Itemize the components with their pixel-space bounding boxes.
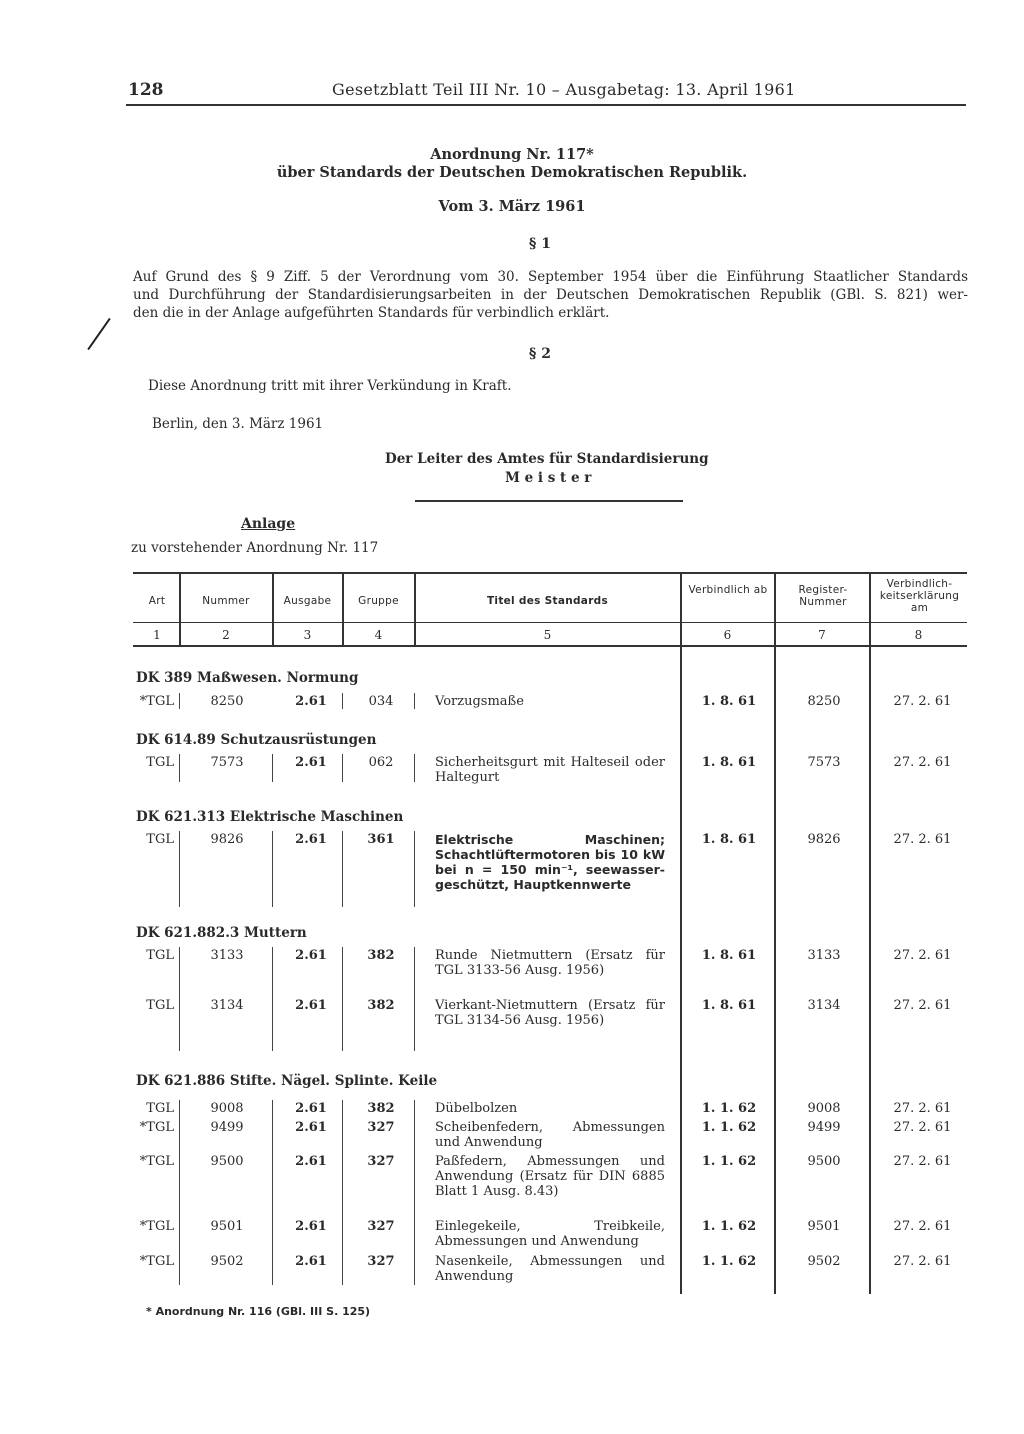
cell-ausgabe: 2.61 [295, 832, 327, 847]
row-bar [414, 693, 415, 709]
cell-art: TGL [146, 1101, 174, 1116]
running-header: Gesetzblatt Teil III Nr. 10 – Ausgabetag: 13. April 1961 [332, 80, 796, 99]
colnum-5: 5 [543, 628, 552, 642]
cell-nummer: 9499 [210, 1120, 244, 1135]
cell-art: *TGL [139, 1254, 174, 1269]
cell-nummer: 3134 [210, 998, 244, 1013]
cell-art: TGL [146, 948, 174, 963]
cell-nummer: 7573 [210, 755, 244, 770]
row-bar [342, 754, 343, 782]
cell-titel: Sicherheitsgurt mit Halteseil oder Haltegurt [435, 755, 665, 785]
cell-verbindlichkeit: 27. 2. 61 [893, 1254, 952, 1269]
cell-ausgabe: 2.61 [295, 1219, 327, 1234]
cell-ausgabe: 2.61 [295, 1120, 327, 1135]
row-bar [179, 754, 180, 782]
cell-nummer: 3133 [210, 948, 244, 963]
row-bar [414, 1100, 415, 1285]
cell-titel: Runde Nietmuttern (Ersatz für TGL 3133-56 Ausg. 1956) [435, 948, 665, 978]
cell-art: TGL [146, 998, 174, 1013]
cell-ausgabe: 2.61 [295, 755, 327, 770]
doc-title: Anordnung Nr. 117* [430, 146, 594, 163]
row-bar [342, 947, 343, 1051]
cell-verbindlich-ab: 1. 8. 61 [701, 755, 757, 770]
cell-gruppe: 327 [367, 1254, 395, 1269]
cell-gruppe: 327 [367, 1219, 395, 1234]
cell-ausgabe: 2.61 [295, 1154, 327, 1169]
cell-verbindlichkeit: 27. 2. 61 [893, 1154, 952, 1169]
group-heading: DK 389 Maßwesen. Normung [136, 670, 359, 686]
cell-register: 7573 [807, 755, 841, 770]
row-bar [179, 693, 180, 709]
cell-register: 9826 [807, 832, 841, 847]
cell-register: 8250 [807, 694, 841, 709]
cell-ausgabe: 2.61 [295, 1254, 327, 1269]
cell-nummer: 9008 [210, 1101, 244, 1116]
cell-art: TGL [146, 755, 174, 770]
th-register-nummer: Register-Nummer [798, 584, 848, 608]
th-verbindlichkeitserklaerung: Verbindlich-keitserklärung am [879, 578, 960, 614]
th-gruppe: Gruppe [358, 595, 399, 607]
row-bar [272, 831, 273, 907]
cell-register: 3133 [807, 948, 841, 963]
cell-gruppe: 382 [367, 998, 395, 1013]
cell-art: *TGL [139, 1219, 174, 1234]
colnum-2: 2 [222, 628, 230, 642]
page-number: 128 [128, 80, 164, 100]
anlage-subtitle: zu vorstehender Anordnung Nr. 117 [131, 540, 379, 556]
cell-register: 9501 [807, 1219, 841, 1234]
cell-titel: Vierkant-Nietmuttern (Ersatz für TGL 3134-56 Ausg. 1956) [435, 998, 665, 1028]
group-heading: DK 621.882.3 Muttern [136, 925, 307, 941]
cell-nummer: 9502 [210, 1254, 244, 1269]
cell-register: 9008 [807, 1101, 841, 1116]
row-bar [414, 831, 415, 907]
cell-nummer: 8250 [210, 694, 244, 709]
section-1-text [133, 268, 968, 322]
cell-register: 9502 [807, 1254, 841, 1269]
cell-titel: Einlegekeile, Treibkeile, Abmessungen und Anwendung [435, 1219, 665, 1249]
row-bar [342, 693, 343, 709]
col-divider [774, 574, 776, 1294]
cell-gruppe: 382 [367, 948, 395, 963]
cell-gruppe: 327 [367, 1154, 395, 1169]
cell-gruppe: 327 [367, 1120, 395, 1135]
anlage-heading: Anlage [241, 516, 296, 532]
cell-verbindlich-ab: 1. 8. 61 [701, 694, 757, 709]
cell-ausgabe: 2.61 [295, 1101, 327, 1116]
row-bar [272, 1100, 273, 1285]
cell-art: *TGL [139, 694, 174, 709]
cell-gruppe: 062 [368, 755, 394, 770]
cell-register: 9500 [807, 1154, 841, 1169]
cell-verbindlich-ab: 1. 1. 62 [701, 1254, 757, 1269]
cell-titel: Scheibenfedern, Abmessungen und Anwendung [435, 1120, 665, 1150]
colnum-3: 3 [303, 628, 312, 642]
col-divider [869, 574, 871, 1294]
row-bar [414, 754, 415, 782]
colnum-8: 8 [914, 628, 923, 642]
th-ausgabe: Ausgabe [283, 595, 332, 607]
colnum-7: 7 [818, 628, 826, 642]
cell-ausgabe: 2.61 [295, 998, 327, 1013]
cell-verbindlich-ab: 1. 8. 61 [701, 832, 757, 847]
signature-rule [415, 500, 683, 502]
colnum-6: 6 [723, 628, 732, 642]
row-bar [342, 1100, 343, 1285]
table-header-rule [133, 622, 967, 623]
cell-ausgabe: 2.61 [295, 948, 327, 963]
cell-verbindlichkeit: 27. 2. 61 [893, 694, 952, 709]
cell-verbindlichkeit: 27. 2. 61 [893, 1219, 952, 1234]
cell-verbindlichkeit: 27. 2. 61 [893, 948, 952, 963]
cell-titel: Elektrische Maschinen; Schachtlüftermotoren bis 10 kW bei n = 150 min⁻¹, seewasser-geschützt, Hauptkennwerte [435, 832, 665, 892]
header-rule [126, 104, 966, 106]
signer-name: M e i s t e r [505, 470, 592, 486]
para1-line2: und Durchführung der Standardisierungsarbeiten in der Deutschen Demokratischen Republik (GBl. S. 821) wer- [133, 287, 968, 303]
cell-verbindlichkeit: 27. 2. 61 [893, 755, 952, 770]
group-heading: DK 614.89 Schutzausrüstungen [136, 732, 377, 748]
group-heading: DK 621.313 Elektrische Maschinen [136, 809, 404, 825]
footnote: * Anordnung Nr. 116 (GBl. III S. 125) [146, 1305, 371, 1318]
cell-titel: Dübelbolzen [435, 1101, 518, 1116]
cell-gruppe: 034 [368, 694, 394, 709]
signer-title: Der Leiter des Amtes für Standardisierung [385, 451, 709, 467]
section-2-heading: § 2 [529, 346, 551, 362]
place-date: Berlin, den 3. März 1961 [152, 416, 324, 432]
cell-verbindlich-ab: 1. 1. 62 [701, 1120, 757, 1135]
row-bar [272, 947, 273, 1051]
row-bar [179, 947, 180, 1051]
colnum-4: 4 [374, 628, 383, 642]
cell-art: *TGL [139, 1154, 174, 1169]
cell-titel: Nasenkeile, Abmessungen und Anwendung [435, 1254, 665, 1284]
th-nummer: Nummer [202, 595, 250, 607]
row-bar [179, 831, 180, 907]
cell-verbindlichkeit: 27. 2. 61 [893, 832, 952, 847]
row-bar [342, 831, 343, 907]
cell-gruppe: 361 [367, 832, 395, 847]
cell-register: 9499 [807, 1120, 841, 1135]
cell-verbindlich-ab: 1. 8. 61 [701, 998, 757, 1013]
cell-register: 3134 [807, 998, 841, 1013]
para1-line3: den die in der Anlage aufgeführten Standards für verbindlich erklärt. [133, 305, 610, 321]
table-colnum-rule [133, 645, 967, 647]
col-divider [680, 574, 682, 1294]
th-art: Art [148, 595, 166, 607]
cell-verbindlich-ab: 1. 1. 62 [701, 1154, 757, 1169]
group-heading: DK 621.886 Stifte. Nägel. Splinte. Keile [136, 1073, 438, 1089]
table-top-rule [133, 572, 967, 574]
colnum-1: 1 [153, 628, 161, 642]
section-1-heading: § 1 [529, 236, 551, 252]
row-bar [414, 947, 415, 1051]
cell-titel: Vorzugsmaße [435, 694, 524, 709]
cell-verbindlichkeit: 27. 2. 61 [893, 1101, 952, 1116]
cell-art: *TGL [139, 1120, 174, 1135]
cell-verbindlichkeit: 27. 2. 61 [893, 1120, 952, 1135]
row-bar [179, 1100, 180, 1285]
cell-nummer: 9826 [210, 832, 244, 847]
cell-ausgabe: 2.61 [295, 694, 327, 709]
doc-subtitle: über Standards der Deutschen Demokratischen Republik. [276, 164, 748, 181]
cell-verbindlichkeit: 27. 2. 61 [893, 998, 952, 1013]
cell-verbindlich-ab: 1. 8. 61 [701, 948, 757, 963]
cell-verbindlich-ab: 1. 1. 62 [701, 1219, 757, 1234]
cell-nummer: 9500 [210, 1154, 244, 1169]
cell-art: TGL [146, 832, 174, 847]
cell-nummer: 9501 [210, 1219, 244, 1234]
section-2-text: Diese Anordnung tritt mit ihrer Verkündung in Kraft. [148, 378, 512, 394]
row-bar [272, 754, 273, 782]
cell-titel: Paßfedern, Abmessungen und Anwendung (Ersatz für DIN 6885 Blatt 1 Ausg. 8.43) [435, 1154, 665, 1199]
cell-gruppe: 382 [367, 1101, 395, 1116]
doc-date: Vom 3. März 1961 [438, 198, 586, 215]
th-verbindlich-ab: Verbindlich ab [688, 584, 768, 596]
cell-verbindlich-ab: 1. 1. 62 [701, 1101, 757, 1116]
th-titel: Titel des Standards [486, 595, 609, 607]
para1-line1: Auf Grund des § 9 Ziff. 5 der Verordnung vom 30. September 1954 über die Einführung Staatlicher Standards [133, 269, 968, 285]
